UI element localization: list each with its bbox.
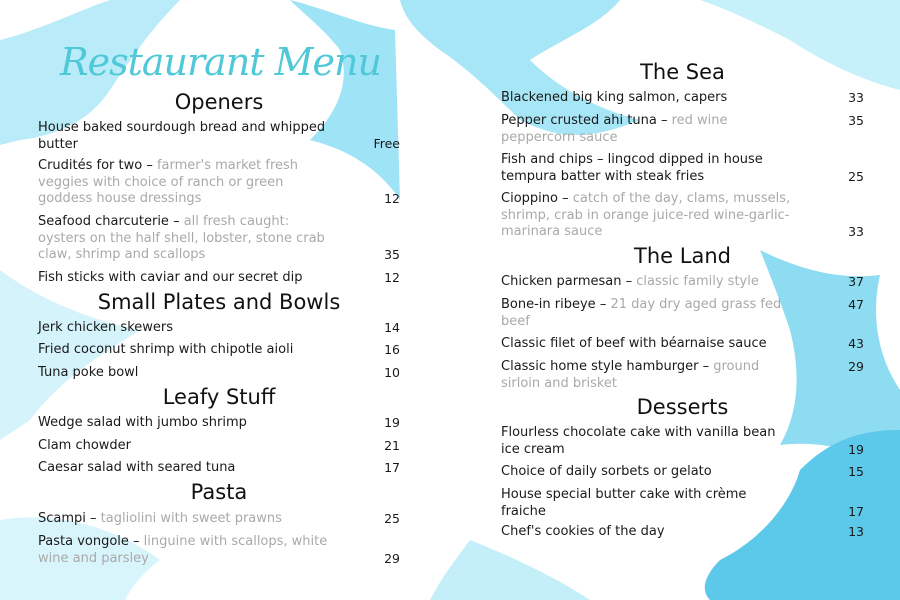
item-name: Seafood charcuterie — [38, 214, 169, 229]
item-name: Clam chowder — [38, 438, 132, 453]
menu-item: Classic home style hamburger – ground sirloin and brisket 29 — [501, 359, 864, 391]
item-price: 10 — [384, 365, 400, 380]
item-name: Classic filet of beef with béarnaise sauce — [501, 336, 767, 351]
menu-item — [38, 320, 400, 337]
item-description: classic family style — [636, 274, 759, 289]
item-price: 25 — [848, 168, 864, 184]
item-name: Cioppino — [501, 191, 558, 206]
menu-item — [501, 90, 864, 107]
item-name: Pepper crusted ahi tuna — [501, 113, 657, 128]
item-name: Chef's cookies of the day — [501, 524, 665, 539]
item-price: 17 — [384, 460, 400, 475]
item-name: House baked sourdough bread and whipped butter — [38, 120, 326, 152]
item-name: Fried coconut shrimp with chipotle aioli — [38, 342, 294, 357]
item-name: Scampi — [38, 511, 86, 526]
item-price: 47 — [848, 297, 864, 312]
item-description: linguine with scallops, white wine and parsley — [38, 534, 328, 566]
item-description: red wine peppercorn sauce — [501, 113, 728, 145]
section-heading-openers: Openers — [174, 90, 264, 114]
item-price: 12 — [384, 191, 400, 206]
item-price: 25 — [384, 511, 400, 526]
item-price: 35 — [848, 113, 864, 128]
menu-item: Cioppino – catch of the day, clams, mussels, shrimp, crab in orange juice-red wine-garlic-marinara sauce 33 — [501, 191, 864, 239]
item-description: catch of the day, clams, mussels, shrimp, crab in orange juice-red wine-garlic-marinara sauce — [501, 191, 791, 239]
menu-item — [38, 365, 400, 382]
item-name: House special butter cake with crème fraiche — [501, 487, 747, 519]
item-price: 19 — [384, 415, 400, 430]
section-heading-land: The Land — [634, 244, 731, 268]
item-name: Blackened big king salmon, capers — [501, 90, 728, 105]
menu-item: Crudités for two – farmer's market fresh veggies with choice of ranch or green goddess house dressings 12 — [38, 158, 400, 206]
section-heading-desserts: Desserts — [636, 395, 729, 419]
item-name: Bone-in ribeye — [501, 297, 596, 312]
item-name: Pasta vongole — [38, 534, 129, 549]
section-heading-leafy: Leafy Stuff — [162, 385, 276, 409]
item-price: 19 — [848, 441, 864, 457]
menu-item — [501, 524, 864, 541]
item-name: Jerk chicken skewers — [38, 320, 174, 335]
menu-item: Chicken parmesan – classic family style 37 — [501, 274, 864, 289]
section-heading-pasta: Pasta — [190, 480, 248, 504]
item-name: Chicken parmesan — [501, 274, 622, 289]
item-description: all fresh caught: oysters on the half shell, lobster, stone crab claw, shrimp and scallops — [38, 214, 325, 262]
splash-shape-bottom-center — [430, 540, 590, 600]
menu-item: Seafood charcuterie – all fresh caught: oysters on the half shell, lobster, stone crab claw, shrimp and scallops 35 — [38, 214, 400, 262]
item-name: Classic home style hamburger — [501, 359, 699, 374]
menu-item — [38, 270, 400, 287]
item-name: Wedge salad with jumbo shrimp — [38, 415, 247, 430]
menu-item — [38, 438, 400, 455]
section-heading-small-plates: Small Plates and Bowls — [97, 290, 341, 314]
item-price: 15 — [848, 464, 864, 479]
item-name: Choice of daily sorbets or gelato — [501, 464, 712, 479]
menu-item — [501, 425, 864, 458]
item-price: 12 — [384, 270, 400, 285]
menu-title: Restaurant Menu — [60, 40, 381, 84]
item-name: Crudités for two — [38, 158, 143, 173]
item-price: 37 — [848, 274, 864, 289]
item-price: 33 — [848, 90, 864, 105]
item-price: 14 — [384, 320, 400, 335]
menu-item: Pepper crusted ahi tuna – red wine peppercorn sauce 35 — [501, 113, 864, 145]
item-price: 17 — [848, 503, 864, 519]
menu-item: Bone-in ribeye – 21 day dry aged grass fed beef 47 — [501, 297, 864, 329]
menu-item — [38, 460, 400, 477]
item-name: Tuna poke bowl — [38, 365, 139, 380]
menu-item — [38, 415, 400, 432]
item-price: 33 — [848, 224, 864, 239]
item-price: 21 — [384, 438, 400, 453]
item-price: 29 — [384, 550, 400, 566]
item-price: 13 — [848, 524, 864, 539]
item-name: Flourless chocolate cake with vanilla bean ice cream — [501, 425, 776, 457]
menu-item — [501, 464, 864, 481]
menu-item — [38, 120, 400, 153]
menu-item — [501, 487, 864, 520]
menu-item: Fish and chips – lingcod dipped in house tempura batter with steak fries 25 — [501, 152, 864, 184]
item-price: 43 — [848, 336, 864, 351]
menu-item — [38, 342, 400, 359]
menu-item: Pasta vongole – linguine with scallops, white wine and parsley 29 — [38, 534, 400, 566]
menu-item: Scampi – tagliolini with sweet prawns 25 — [38, 511, 400, 526]
item-description: ground sirloin and brisket — [501, 359, 760, 391]
item-description: lingcod dipped in house tempura batter with steak fries — [501, 152, 763, 184]
item-price: 16 — [384, 342, 400, 357]
item-description: tagliolini with sweet prawns — [100, 511, 282, 526]
item-price: 29 — [848, 359, 864, 374]
item-price: Free — [373, 136, 400, 151]
item-description: farmer's market fresh veggies with choice of ranch or green goddess house dressings — [38, 158, 299, 206]
item-description: 21 day dry aged grass fed beef — [501, 297, 782, 329]
menu-item — [501, 336, 864, 353]
section-heading-sea: The Sea — [640, 60, 725, 84]
item-name: Fish and chips — [501, 152, 593, 167]
item-name: Caesar salad with seared tuna — [38, 460, 236, 475]
item-name: Fish sticks with caviar and our secret dip — [38, 270, 303, 285]
item-price: 35 — [384, 247, 400, 262]
